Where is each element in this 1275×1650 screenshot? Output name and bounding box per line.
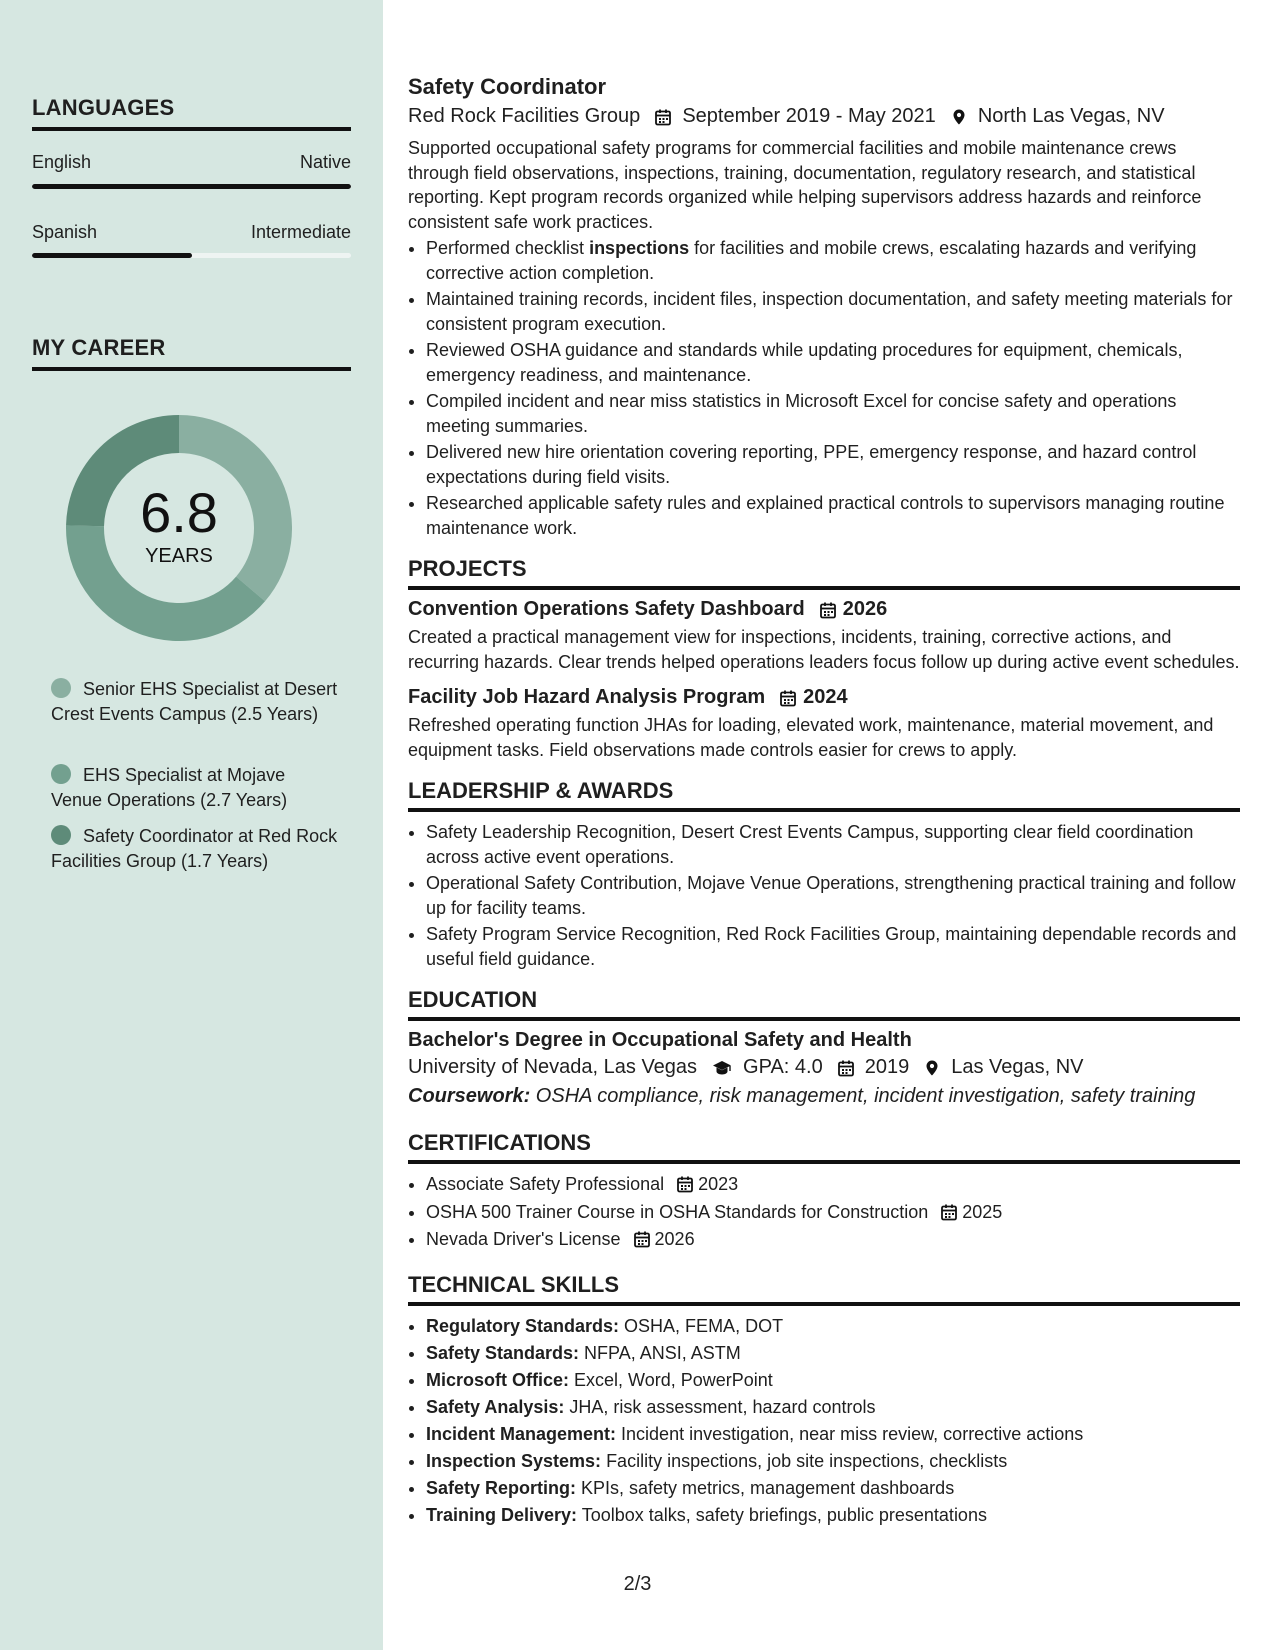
map-pin-icon xyxy=(923,1059,941,1077)
legend-dot xyxy=(51,764,71,784)
education-location: Las Vegas, NV xyxy=(951,1056,1084,1078)
project-description: Refreshed operating function JHAs for loading, elevated work, maintenance, material movement, and equipment tasks. Field observations made controls easier for crews to apply. xyxy=(408,715,1214,760)
career-legend-text: EHS Specialist at Mojave Venue Operations (2.7 Years) xyxy=(51,765,288,810)
calendar-icon xyxy=(654,108,672,126)
skill-label: Regulatory Standards: xyxy=(426,1315,620,1336)
education-gpa: GPA: 4.0 xyxy=(743,1056,823,1078)
bullet-emphasis: inspections xyxy=(589,238,690,258)
legend-dot xyxy=(51,825,71,845)
job-bullets xyxy=(408,236,1240,540)
certification-item xyxy=(426,1172,1240,1197)
education-coursework xyxy=(408,1085,1240,1108)
calendar-icon xyxy=(779,689,797,707)
leadership-heading: LEADERSHIP & AWARDS xyxy=(408,778,1240,812)
career-legend-text: Senior EHS Specialist at Desert Crest Events Campus (2.5 Years) xyxy=(51,679,338,724)
education-degree: Bachelor's Degree in Occupational Safety and Health xyxy=(408,1029,912,1051)
education-school: University of Nevada, Las Vegas xyxy=(408,1056,698,1078)
calendar-icon xyxy=(837,1059,855,1077)
job-meta xyxy=(408,105,1240,128)
skill-item xyxy=(426,1395,1240,1420)
project-title: Convention Operations Safety Dashboard xyxy=(408,598,805,620)
job-bullet: • Delivered new hire orientation covering reporting, PPE, emergency response, and hazard control expectations during field visits. xyxy=(426,440,1240,489)
certification-item xyxy=(426,1227,1240,1252)
project-year: 2024 xyxy=(803,686,848,708)
job-bullet: • Reviewed OSHA guidance and standards while updating procedures for equipment, chemicals, emergency readiness, and maintenance. xyxy=(426,338,1240,387)
coursework-text: OSHA compliance, risk management, incident investigation, safety training xyxy=(530,1085,1196,1107)
career-legend-text: Safety Coordinator at Red Rock Facilities Group (1.7 Years) xyxy=(51,826,338,871)
career-total-years: 6.8 xyxy=(140,481,218,544)
certification-name: Associate Safety Professional xyxy=(426,1174,665,1194)
certification-name: Nevada Driver's License xyxy=(426,1229,621,1249)
career-heading: MY CAREER xyxy=(32,335,351,371)
job-location: North Las Vegas, NV xyxy=(977,105,1165,127)
leadership-item: • Safety Program Service Recognition, Red Rock Facilities Group, maintaining dependable records and useful field guidance. xyxy=(426,922,1240,971)
project-title-row xyxy=(408,686,1240,709)
projects-heading: PROJECTS xyxy=(408,556,1240,590)
skills-list xyxy=(408,1314,1240,1528)
skill-value: Incident investigation, near miss review, corrective actions xyxy=(616,1423,1084,1444)
calendar-icon xyxy=(819,601,837,619)
language-level: Intermediate xyxy=(250,222,351,242)
career-legend-item xyxy=(51,824,341,873)
certification-year: 2026 xyxy=(654,1229,695,1249)
language-name: English xyxy=(32,152,92,172)
job-dates: September 2019 - May 2021 xyxy=(682,105,936,127)
skill-item xyxy=(426,1341,1240,1366)
donut-center xyxy=(66,483,292,568)
job-bullet: • Compiled incident and near miss statistics in Microsoft Excel for concise safety and operations meeting summaries. xyxy=(426,389,1240,438)
project-description: Created a practical management view for inspections, incidents, training, corrective actions, and recurring hazards. Clear trends helped operations leaders focus follow up during active event schedules. xyxy=(408,627,1240,672)
calendar-icon xyxy=(940,1203,958,1221)
skill-value: JHA, risk assessment, hazard controls xyxy=(564,1396,876,1417)
project-title-row xyxy=(408,598,1240,621)
page-number: 2/3 xyxy=(623,1573,652,1595)
skill-item xyxy=(426,1476,1240,1501)
project-year: 2026 xyxy=(842,598,888,620)
project-title: Facility Job Hazard Analysis Program xyxy=(408,686,766,708)
language-bar-fill xyxy=(32,184,351,189)
career-legend-item xyxy=(51,763,341,812)
certification-item xyxy=(426,1200,1240,1225)
certification-year: 2025 xyxy=(962,1201,1003,1222)
job-bullet xyxy=(426,236,1240,285)
calendar-icon xyxy=(633,1230,651,1248)
skill-label: Inspection Systems: xyxy=(426,1450,602,1471)
job-bullet: • Maintained training records, incident files, inspection documentation, and safety meeting materials for consistent program execution. xyxy=(426,287,1240,336)
legend-dot xyxy=(51,678,71,698)
skill-label: Safety Reporting: xyxy=(426,1477,577,1498)
career-donut-chart xyxy=(66,415,292,641)
skill-value: Excel, Word, PowerPoint xyxy=(569,1369,773,1390)
skill-label: Safety Analysis: xyxy=(426,1396,565,1417)
education-meta xyxy=(408,1056,1240,1079)
language-name: Spanish xyxy=(32,222,98,242)
skill-item xyxy=(426,1422,1240,1447)
skill-label: Training Delivery: xyxy=(426,1504,578,1525)
skill-label: Incident Management: xyxy=(426,1423,617,1444)
skill-value: OSHA, FEMA, DOT xyxy=(619,1315,784,1336)
language-level: Native xyxy=(299,152,351,172)
skill-label: Microsoft Office: xyxy=(426,1369,570,1390)
certification-name: OSHA 500 Trainer Course in OSHA Standards for Construction xyxy=(426,1201,929,1222)
bullet-text: for facilities and mobile crews, escalating hazards and verifying corrective action completion. xyxy=(426,238,1197,283)
main-content xyxy=(408,74,1240,1530)
leadership-item: • Operational Safety Contribution, Mojave Venue Operations, strengthening practical training and follow up for facility teams. xyxy=(426,871,1240,920)
job-summary: Supported occupational safety programs for commercial facilities and mobile maintenance crews through field observations, inspections, training, documentation, regulatory research, and statistical reporting. Kept program records organized while helping supervisors address hazards and reinforce consistent safe work practices. xyxy=(408,138,1202,232)
skill-value: NFPA, ANSI, ASTM xyxy=(579,1342,741,1363)
certification-year: 2023 xyxy=(698,1174,739,1194)
calendar-icon xyxy=(676,1175,694,1193)
coursework-label: Coursework: xyxy=(408,1085,531,1107)
skill-value: KPIs, safety metrics, management dashboards xyxy=(576,1477,955,1498)
language-row-spanish xyxy=(32,222,351,243)
languages-heading: LANGUAGES xyxy=(32,95,351,131)
career-total-unit: YEARS xyxy=(145,545,213,567)
bullet-text: Performed checklist xyxy=(426,238,590,258)
certifications-heading: CERTIFICATIONS xyxy=(408,1130,1240,1164)
certifications-list xyxy=(408,1172,1240,1252)
skill-value: Toolbox talks, safety briefings, public presentations xyxy=(577,1504,987,1525)
leadership-list xyxy=(408,820,1240,971)
leadership-item: • Safety Leadership Recognition, Desert Crest Events Campus, supporting clear field coordination across active event operations. xyxy=(426,820,1240,869)
sidebar xyxy=(0,0,383,1650)
skills-heading: TECHNICAL SKILLS xyxy=(408,1272,1240,1306)
graduation-cap-icon xyxy=(711,1059,733,1077)
education-heading: EDUCATION xyxy=(408,987,1240,1021)
skill-label: Safety Standards: xyxy=(426,1342,580,1363)
education-year: 2019 xyxy=(864,1056,910,1078)
language-bar-english xyxy=(32,184,351,189)
job-company: Red Rock Facilities Group xyxy=(408,105,641,127)
skill-item xyxy=(426,1314,1240,1339)
map-pin-icon xyxy=(950,108,968,126)
language-bar-fill xyxy=(32,253,192,258)
skill-item xyxy=(426,1449,1240,1474)
language-bar-spanish xyxy=(32,253,351,258)
skill-item xyxy=(426,1503,1240,1528)
job-title: Safety Coordinator xyxy=(408,74,607,99)
skill-item xyxy=(426,1368,1240,1393)
career-legend-item xyxy=(51,677,341,726)
language-row-english xyxy=(32,152,351,173)
job-bullet: • Researched applicable safety rules and explained practical controls to supervisors managing routine maintenance work. xyxy=(426,491,1240,540)
skill-value: Facility inspections, job site inspections, checklists xyxy=(601,1450,1008,1471)
